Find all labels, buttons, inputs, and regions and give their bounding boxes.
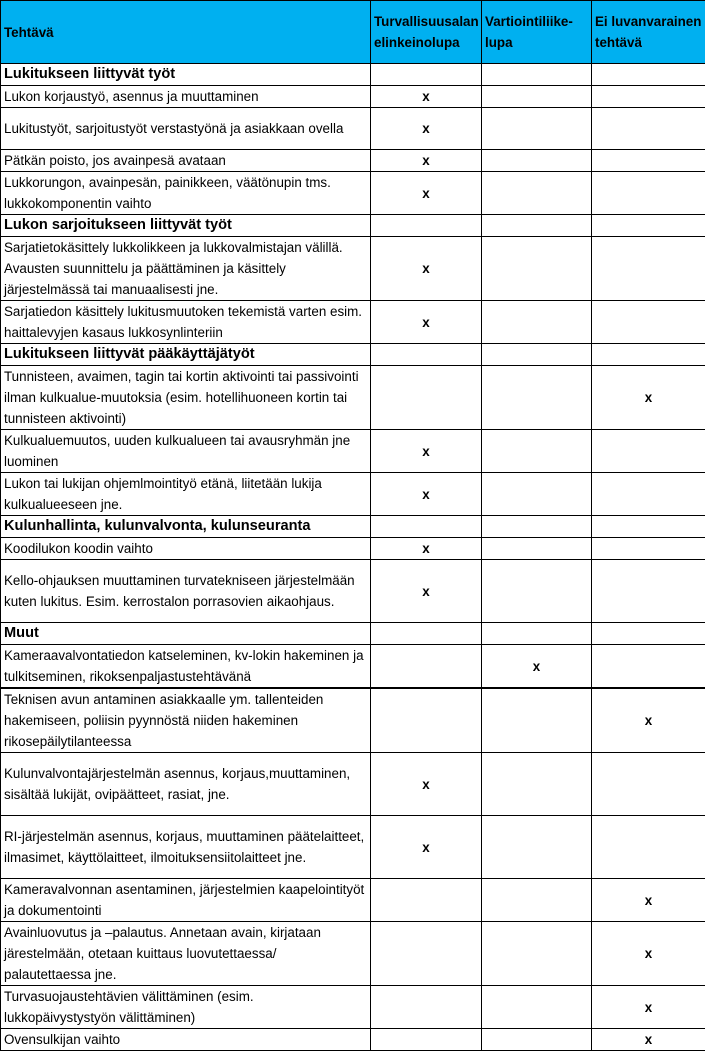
- table-row: [1, 366, 705, 430]
- mark-cell: [371, 922, 482, 986]
- task-cell: RI-järjestelmän asennus, korjaus, muuttaminen päätelaitteet, ilmasimet, käyttölaitteet, ilmoituksensiitolaitteet jne.: [1, 816, 371, 879]
- mark-cell: x: [371, 86, 482, 108]
- section-row: [1, 215, 705, 237]
- empty-cell: [592, 516, 705, 538]
- section-row: [1, 344, 705, 366]
- table-row: [1, 560, 705, 623]
- mark-cell: [592, 237, 705, 301]
- mark-cell: [371, 986, 482, 1029]
- table-row: [1, 986, 705, 1029]
- mark-cell: [592, 301, 705, 344]
- mark-cell: [371, 645, 482, 689]
- mark-cell: [482, 1029, 592, 1051]
- empty-cell: [592, 344, 705, 366]
- section-row: [1, 64, 705, 86]
- empty-cell: [482, 516, 592, 538]
- mark-cell: [592, 108, 705, 150]
- mark-cell: x: [592, 688, 705, 753]
- task-cell: Lukkorungon, avainpesän, painikkeen, väätönupin tms. lukkokomponentin vaihto: [1, 172, 371, 215]
- mark-cell: [592, 560, 705, 623]
- section-title: Lukitukseen liittyvät työt: [1, 64, 371, 86]
- table-row: [1, 301, 705, 344]
- mark-cell: [482, 473, 592, 516]
- empty-cell: [482, 215, 592, 237]
- mark-cell: [482, 922, 592, 986]
- task-cell: Kello-ohjauksen muuttaminen turvatekniseen järjestelmään kuten lukitus. Esim. kerrostalon porrasovien aikaohjaus.: [1, 560, 371, 623]
- mark-cell: [482, 879, 592, 922]
- mark-cell: x: [371, 538, 482, 560]
- table-row: [1, 816, 705, 879]
- mark-cell: x: [592, 986, 705, 1029]
- table-row: [1, 922, 705, 986]
- mark-cell: [482, 753, 592, 816]
- task-column-header: Tehtävä: [1, 1, 371, 64]
- mark-cell: [592, 473, 705, 516]
- table-row: [1, 430, 705, 473]
- mark-cell: [482, 301, 592, 344]
- empty-cell: [371, 623, 482, 645]
- task-cell: Kameraavalvontatiedon katseleminen, kv-lokin hakeminen ja tulkitseminen, rikoksenpaljastustehtävänä: [1, 645, 371, 689]
- table-row: [1, 150, 705, 172]
- section-title: Muut: [1, 623, 371, 645]
- table-row: [1, 1029, 705, 1051]
- mark-cell: [482, 986, 592, 1029]
- task-cell: Teknisen avun antaminen asiakkaalle ym. tallenteiden hakemiseen, poliisin pyynnöstä niiden hakeminen rikosepäilytilanteessa: [1, 688, 371, 753]
- mark-cell: [482, 172, 592, 215]
- mark-cell: x: [482, 645, 592, 689]
- mark-cell: [482, 366, 592, 430]
- table-row: [1, 645, 705, 689]
- mark-cell: [482, 688, 592, 753]
- table-row: [1, 108, 705, 150]
- mark-cell: [482, 86, 592, 108]
- task-cell: Ovensulkijan vaihto: [1, 1029, 371, 1051]
- mark-cell: x: [371, 816, 482, 879]
- mark-cell: x: [592, 922, 705, 986]
- mark-cell: [482, 150, 592, 172]
- mark-cell: [482, 816, 592, 879]
- mark-cell: x: [371, 150, 482, 172]
- mark-cell: x: [371, 753, 482, 816]
- task-cell: Lukitustyöt, sarjoitustyöt verstastyönä ja asiakkaan ovella: [1, 108, 371, 150]
- mark-cell: x: [371, 237, 482, 301]
- header-row: [1, 1, 705, 64]
- mark-cell: [371, 366, 482, 430]
- section-row: [1, 623, 705, 645]
- empty-cell: [482, 64, 592, 86]
- mark-cell: [592, 816, 705, 879]
- mark-cell: x: [371, 301, 482, 344]
- mark-cell: [592, 538, 705, 560]
- table-row: [1, 879, 705, 922]
- mark-cell: [371, 879, 482, 922]
- task-cell: Pätkän poisto, jos avainpesä avataan: [1, 150, 371, 172]
- task-cell: Sarjatietokäsittely lukkolikkeen ja lukkovalmistajan välillä. Avausten suunnittelu ja päättäminen ja käsittely järjestelmässä tai manuaalisesti jne.: [1, 237, 371, 301]
- table-row: [1, 172, 705, 215]
- mark-cell: [592, 86, 705, 108]
- table-row: [1, 86, 705, 108]
- column-header-elinkeinolupa: Turvallisuusalan elinkeinolupa: [371, 1, 482, 64]
- mark-cell: x: [371, 172, 482, 215]
- mark-cell: x: [371, 108, 482, 150]
- task-cell: Kulkualuemuutos, uuden kulkualueen tai avausryhmän jne luominen: [1, 430, 371, 473]
- empty-cell: [371, 215, 482, 237]
- column-header-vartiointiliikelupa: Vartiointiliike-lupa: [482, 1, 592, 64]
- section-title: Lukon sarjoitukseen liittyvät työt: [1, 215, 371, 237]
- task-cell: Lukon tai lukijan ohjemlmointityö etänä, liitetään lukija kulkualueeseen jne.: [1, 473, 371, 516]
- table-row: [1, 753, 705, 816]
- task-cell: Koodilukon koodin vaihto: [1, 538, 371, 560]
- mark-cell: [592, 150, 705, 172]
- mark-cell: [482, 560, 592, 623]
- mark-cell: [592, 753, 705, 816]
- section-title: Lukitukseen liittyvät pääkäyttäjätyöt: [1, 344, 371, 366]
- mark-cell: [592, 430, 705, 473]
- mark-cell: x: [592, 879, 705, 922]
- mark-cell: [482, 108, 592, 150]
- table-row: [1, 237, 705, 301]
- mark-cell: x: [371, 560, 482, 623]
- section-title: Kulunhallinta, kulunvalvonta, kulunseuranta: [1, 516, 371, 538]
- table-row: [1, 538, 705, 560]
- empty-cell: [482, 623, 592, 645]
- empty-cell: [592, 623, 705, 645]
- mark-cell: [482, 237, 592, 301]
- task-cell: Tunnisteen, avaimen, tagin tai kortin aktivointi tai passivointi ilman kulkualue-muutoksia (esim. hotellihuoneen kortin tai tunnisteen aktivointi): [1, 366, 371, 430]
- empty-cell: [482, 344, 592, 366]
- empty-cell: [592, 215, 705, 237]
- task-cell: Kulunvalvontajärjestelmän asennus, korjaus,muuttaminen, sisältää lukijät, ovipäätteet, rasiat, jne.: [1, 753, 371, 816]
- task-cell: Sarjatiedon käsittely lukitusmuutoken tekemistä varten esim. haittalevyjen kasaus lukkosynlinteriin: [1, 301, 371, 344]
- task-cell: Lukon korjaustyö, asennus ja muuttaminen: [1, 86, 371, 108]
- mark-cell: x: [371, 430, 482, 473]
- empty-cell: [371, 344, 482, 366]
- mark-cell: x: [592, 366, 705, 430]
- empty-cell: [371, 516, 482, 538]
- empty-cell: [592, 64, 705, 86]
- task-cell: Kameravalvonnan asentaminen, järjestelmien kaapelointityöt ja dokumentointi: [1, 879, 371, 922]
- mark-cell: [371, 1029, 482, 1051]
- mark-cell: [482, 538, 592, 560]
- empty-cell: [371, 64, 482, 86]
- mark-cell: [592, 172, 705, 215]
- mark-cell: [482, 430, 592, 473]
- table-row: [1, 688, 705, 753]
- mark-cell: x: [592, 1029, 705, 1051]
- task-cell: Turvasuojaustehtävien välittäminen (esim. lukkopäivystystyön välittäminen): [1, 986, 371, 1029]
- column-header-ei-luvanvarainen: Ei luvanvarainen tehtävä: [592, 1, 705, 64]
- task-cell: Avainluovutus ja –palautus. Annetaan avain, kirjataan järestelmään, otetaan kuittaus luovutettaessa/ palautettaessa jne.: [1, 922, 371, 986]
- table-row: [1, 473, 705, 516]
- mark-cell: x: [371, 473, 482, 516]
- mark-cell: [371, 688, 482, 753]
- section-row: [1, 516, 705, 538]
- table-body: [1, 64, 705, 1051]
- mark-cell: [592, 645, 705, 689]
